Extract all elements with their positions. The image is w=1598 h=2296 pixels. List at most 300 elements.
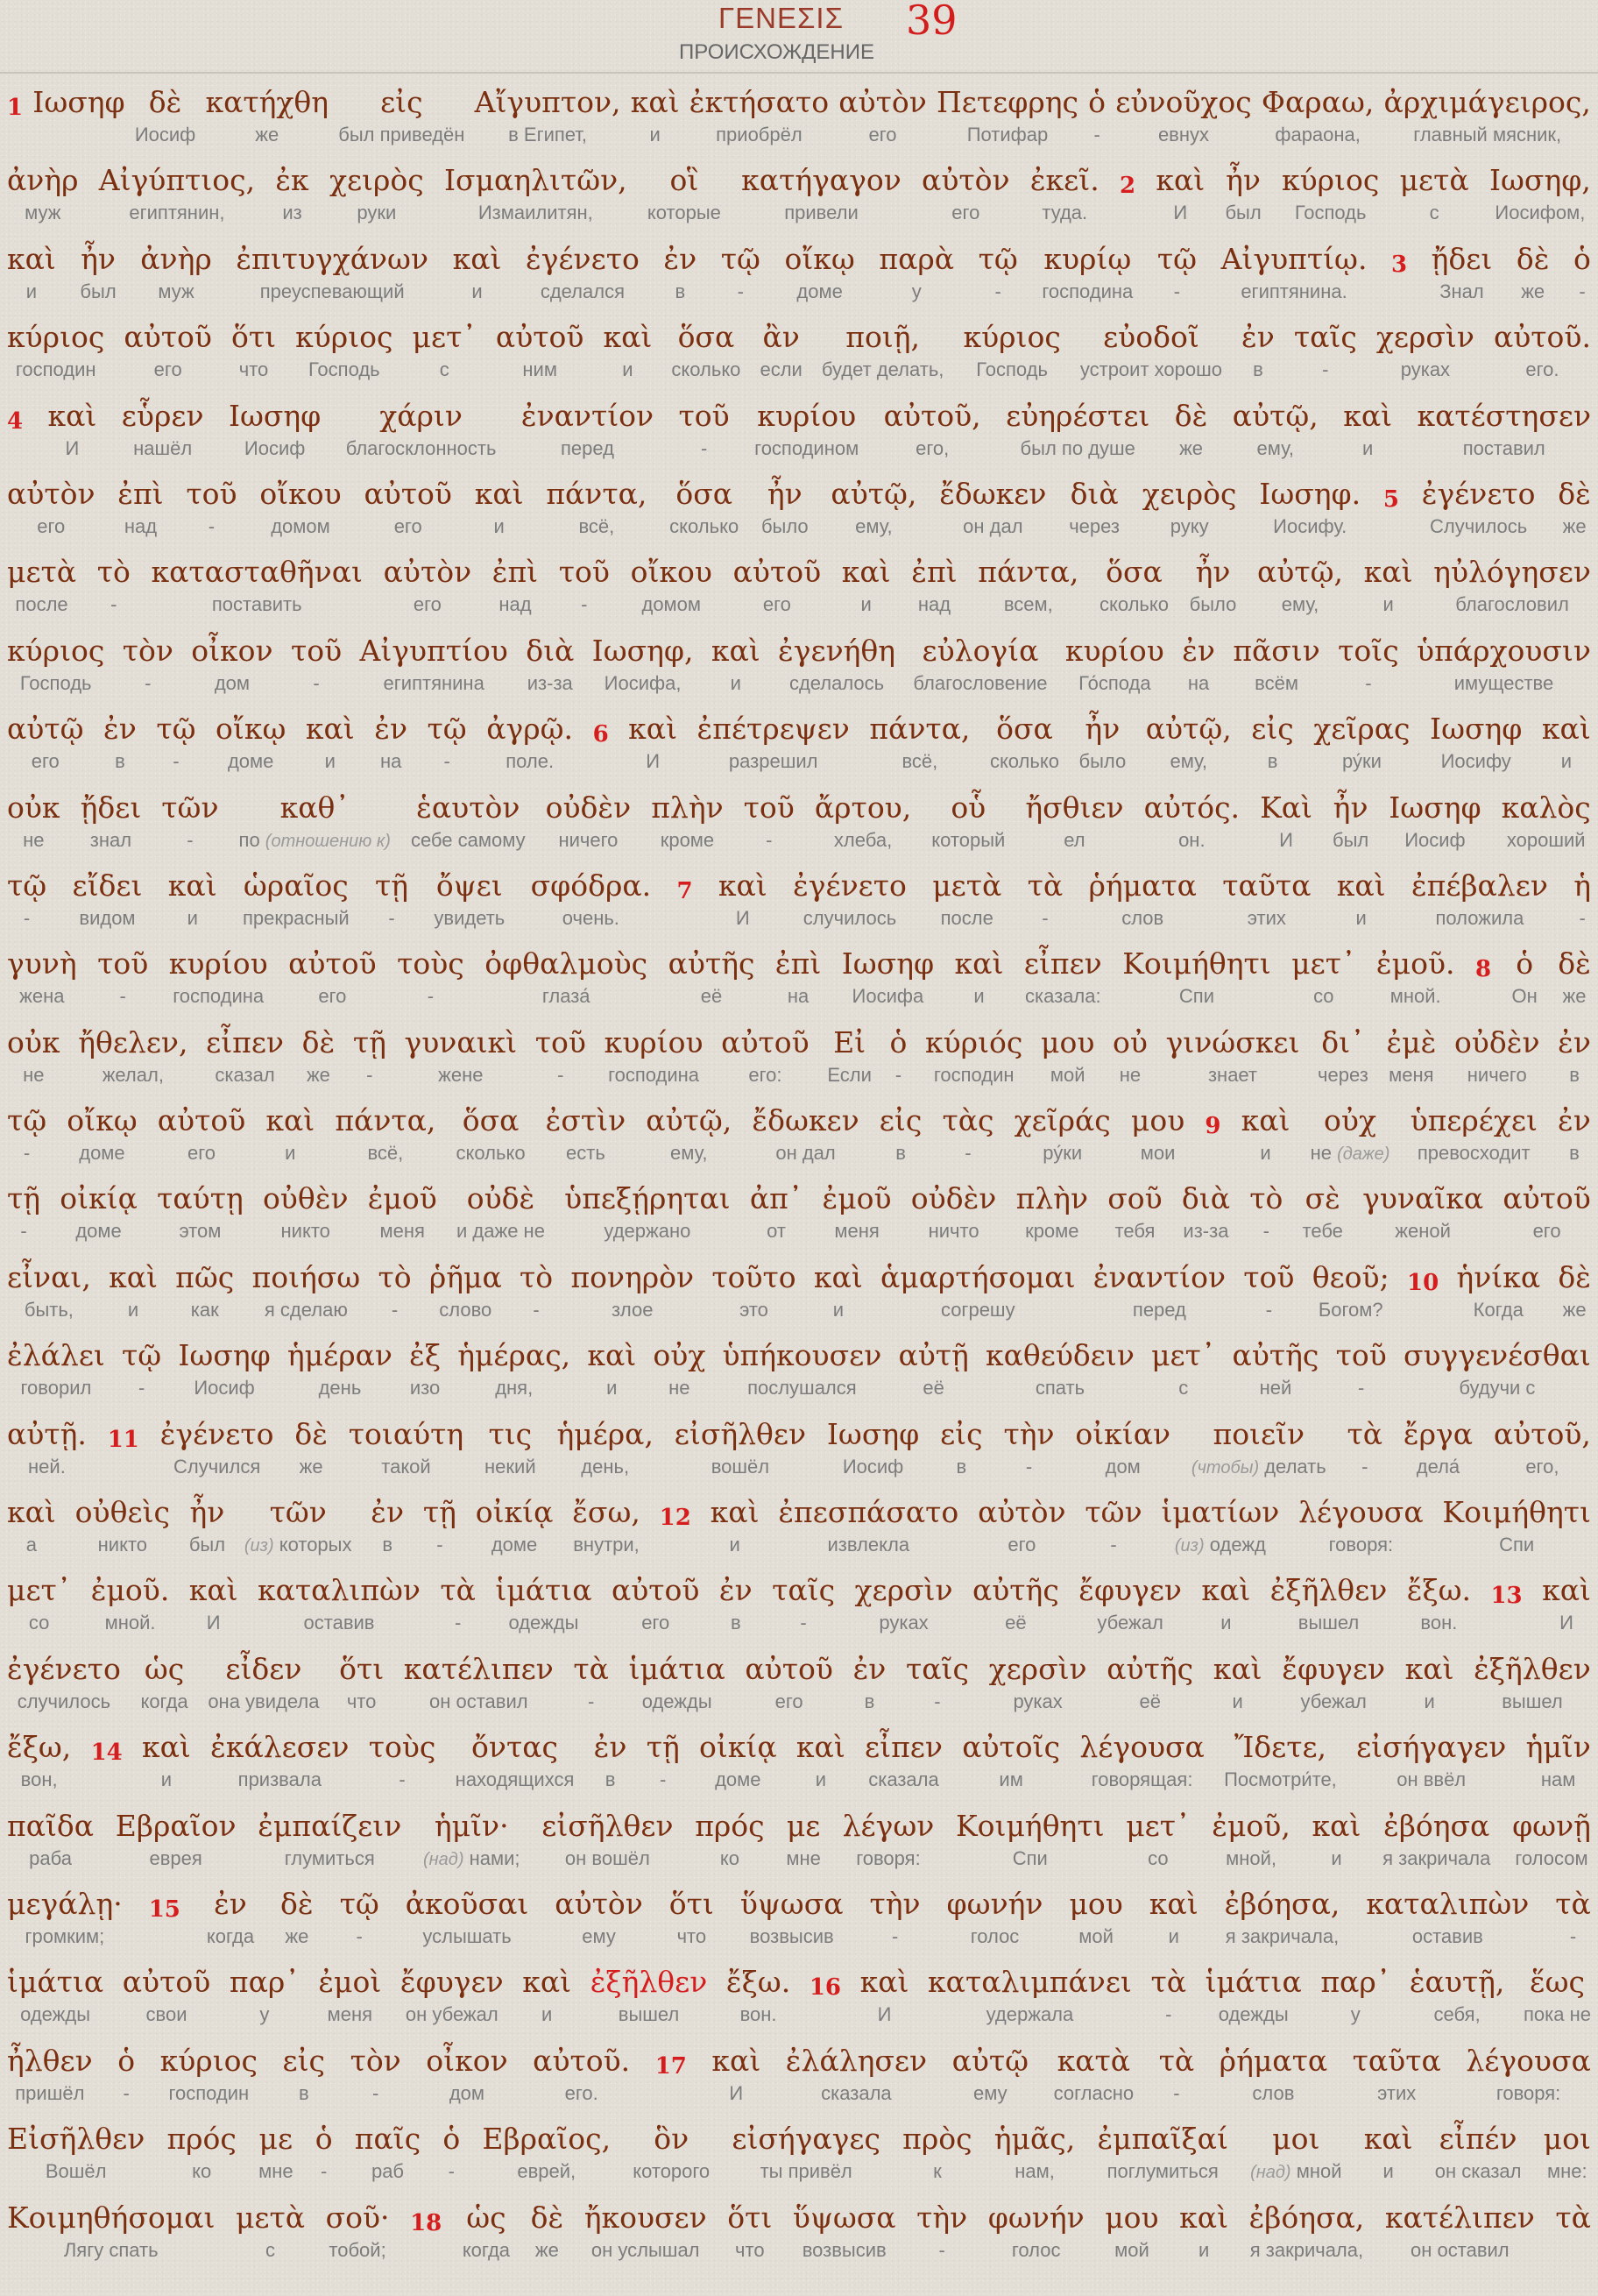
greek-word[interactable]: πᾶσιν bbox=[1233, 633, 1320, 668]
greek-word[interactable]: τῶν bbox=[269, 1495, 327, 1530]
greek-word[interactable]: καὶ bbox=[841, 555, 891, 590]
greek-word[interactable]: Κοιμηθήσομαι bbox=[7, 2200, 216, 2235]
greek-word[interactable]: ὅτι bbox=[231, 320, 277, 355]
greek-word[interactable]: ἀκοῦσαι bbox=[405, 1886, 529, 1921]
greek-word[interactable]: ὄντας bbox=[471, 1730, 558, 1765]
greek-word[interactable]: ταῖς bbox=[1293, 320, 1357, 355]
greek-word[interactable]: Αἰγύπτιος, bbox=[98, 163, 256, 198]
greek-word[interactable]: ἐλάλει bbox=[7, 1338, 105, 1373]
greek-word[interactable]: καὶ bbox=[1404, 1651, 1454, 1686]
greek-word[interactable]: καὶ bbox=[1343, 398, 1393, 433]
greek-word[interactable]: ἐλάλησεν bbox=[785, 2043, 928, 2078]
greek-word[interactable]: τοῦ bbox=[1335, 1338, 1387, 1373]
greek-word[interactable]: μου bbox=[1069, 1886, 1123, 1921]
greek-word[interactable]: ταῦτα bbox=[1222, 868, 1312, 903]
greek-word[interactable]: εἰς bbox=[879, 1103, 923, 1138]
greek-word[interactable]: καὶ bbox=[474, 476, 524, 511]
greek-word[interactable]: οἴκῳ bbox=[67, 1103, 138, 1138]
greek-word[interactable]: οὐδὲ bbox=[466, 1181, 535, 1216]
greek-word[interactable]: ὅσα bbox=[996, 712, 1053, 747]
greek-word[interactable]: ἐπὶ bbox=[117, 476, 164, 511]
greek-word[interactable]: ἀνὴρ bbox=[140, 241, 212, 276]
greek-word[interactable]: ἐστὶν bbox=[545, 1103, 626, 1138]
greek-word[interactable]: κύριος bbox=[295, 320, 393, 355]
greek-word[interactable]: ἤσθιεν bbox=[1025, 790, 1124, 825]
greek-word[interactable]: ἐμοὶ bbox=[318, 1965, 382, 2000]
greek-word[interactable]: ὅσα bbox=[677, 320, 735, 355]
greek-word[interactable]: εἰς bbox=[1251, 712, 1294, 747]
greek-word[interactable]: ἐμοῦ. bbox=[1375, 946, 1455, 981]
greek-word[interactable]: οὗ bbox=[951, 790, 986, 825]
greek-word[interactable]: τῇ bbox=[646, 1730, 680, 1765]
greek-word[interactable]: οἴκου bbox=[630, 555, 712, 590]
greek-word[interactable]: πάντα, bbox=[546, 476, 647, 511]
greek-word[interactable]: ἐν bbox=[593, 1730, 627, 1765]
greek-word[interactable]: ἦν bbox=[767, 476, 803, 511]
greek-word[interactable]: ὑπήκουσεν bbox=[722, 1338, 882, 1373]
greek-word[interactable]: καθεύδειν bbox=[985, 1338, 1135, 1373]
greek-word[interactable]: ὅτι bbox=[668, 1886, 714, 1921]
greek-word[interactable]: ἐν bbox=[103, 712, 137, 747]
greek-word[interactable]: οὐθὲν bbox=[262, 1181, 349, 1216]
greek-word[interactable]: ἐγένετο bbox=[526, 241, 640, 276]
greek-word[interactable]: ὅσα bbox=[675, 476, 733, 511]
greek-word[interactable]: τις bbox=[488, 1416, 533, 1451]
greek-word[interactable]: εἰς bbox=[282, 2043, 326, 2078]
greek-word[interactable]: ὅτι bbox=[339, 1651, 385, 1686]
greek-word[interactable]: Ιωσηφ bbox=[826, 1416, 920, 1451]
greek-word[interactable]: ἐν bbox=[371, 1495, 405, 1530]
greek-word[interactable]: κυρίου bbox=[604, 1024, 704, 1059]
greek-word[interactable]: αὐτοῖς bbox=[962, 1730, 1061, 1765]
greek-word[interactable]: ἔδωκεν bbox=[752, 1103, 859, 1138]
greek-word[interactable]: αὐτός. bbox=[1143, 790, 1241, 825]
greek-word[interactable]: ἐπὶ bbox=[491, 555, 539, 590]
greek-word[interactable]: λέγουσα bbox=[1298, 1495, 1424, 1530]
greek-word[interactable]: Καὶ bbox=[1260, 790, 1312, 825]
greek-word[interactable]: ἦν bbox=[1195, 555, 1231, 590]
greek-word[interactable]: δὲ bbox=[1558, 476, 1591, 511]
greek-word[interactable]: μετὰ bbox=[1399, 163, 1469, 198]
greek-word[interactable]: ποιεῖν bbox=[1213, 1416, 1305, 1451]
greek-word[interactable]: διὰ bbox=[1181, 1181, 1230, 1216]
greek-word[interactable]: Ιωσηφ bbox=[1430, 712, 1523, 747]
greek-word[interactable]: μετὰ bbox=[7, 555, 77, 590]
greek-word[interactable]: ἤκουσεν bbox=[583, 2200, 707, 2235]
greek-word[interactable]: γινώσκει bbox=[1165, 1024, 1300, 1059]
greek-word[interactable]: οὐκ bbox=[7, 1024, 60, 1059]
greek-word[interactable]: ὅσα bbox=[1106, 555, 1163, 590]
greek-word[interactable]: οὐχ bbox=[653, 1338, 706, 1373]
greek-word[interactable]: ἐξ bbox=[409, 1338, 442, 1373]
greek-word[interactable]: τὴν bbox=[916, 2200, 968, 2235]
greek-word[interactable]: χερσὶν bbox=[854, 1573, 953, 1608]
greek-word[interactable]: ἐγένετο bbox=[1421, 476, 1536, 511]
greek-word[interactable]: Ιωσηφ, bbox=[591, 633, 694, 668]
greek-word[interactable]: πλὴν bbox=[651, 790, 724, 825]
greek-word[interactable]: καὶ bbox=[711, 2043, 761, 2078]
greek-word[interactable]: γυναικὶ bbox=[404, 1024, 518, 1059]
greek-word[interactable]: αὐτὸν bbox=[555, 1886, 643, 1921]
greek-word[interactable]: ὁ bbox=[1516, 946, 1534, 981]
greek-word[interactable]: ὡς bbox=[466, 2200, 506, 2235]
greek-word[interactable]: ὀφθαλμοὺς bbox=[484, 946, 648, 981]
greek-word[interactable]: παῖδα bbox=[7, 1808, 95, 1843]
greek-word[interactable]: τὸ bbox=[96, 555, 131, 590]
greek-word[interactable]: δὲ bbox=[1558, 1259, 1591, 1294]
greek-word[interactable]: ἐγένετο bbox=[159, 1416, 274, 1451]
greek-word[interactable]: τὰ bbox=[440, 1573, 476, 1608]
greek-word[interactable]: εἶπεν bbox=[1023, 946, 1102, 981]
greek-word[interactable]: ἐναντίον bbox=[1092, 1259, 1227, 1294]
greek-word[interactable]: αὐτοῦ bbox=[1503, 1181, 1591, 1216]
greek-word[interactable]: λέγουσα bbox=[1466, 2043, 1591, 2078]
greek-word[interactable]: ἐν bbox=[852, 1651, 887, 1686]
greek-word[interactable]: ἡμῖν bbox=[1525, 1730, 1591, 1765]
greek-word[interactable]: τοῦ bbox=[1243, 1259, 1295, 1294]
greek-word[interactable]: ἔργα bbox=[1403, 1416, 1474, 1451]
greek-word[interactable]: καὶ bbox=[7, 241, 56, 276]
greek-word[interactable]: μου bbox=[1041, 1024, 1095, 1059]
greek-word[interactable]: ὄψει bbox=[435, 868, 503, 903]
greek-word[interactable]: εὐηρέστει bbox=[1006, 398, 1150, 433]
greek-word[interactable]: καὶ bbox=[167, 868, 217, 903]
greek-word[interactable]: ἐξῆλθεν bbox=[590, 1965, 708, 2000]
greek-word[interactable]: καὶ bbox=[1312, 1808, 1361, 1843]
greek-word[interactable]: τὴν bbox=[869, 1886, 921, 1921]
greek-word[interactable]: καὶ bbox=[1336, 868, 1386, 903]
greek-word[interactable]: αὐτοῦ bbox=[732, 555, 822, 590]
greek-word[interactable]: δὲ bbox=[294, 1416, 328, 1451]
greek-word[interactable]: παρὰ bbox=[879, 241, 955, 276]
greek-word[interactable]: ὁ bbox=[315, 2122, 333, 2157]
greek-word[interactable]: ἐν bbox=[1558, 1103, 1591, 1138]
greek-word[interactable]: ἀπ᾽ bbox=[749, 1181, 803, 1216]
greek-word[interactable]: καὶ bbox=[452, 241, 502, 276]
greek-word[interactable]: ὕψωσα bbox=[792, 2200, 896, 2235]
greek-word[interactable]: ἤθελεν, bbox=[78, 1024, 188, 1059]
greek-word[interactable]: οἴκῳ bbox=[784, 241, 855, 276]
greek-word[interactable]: τῷ bbox=[1156, 241, 1198, 276]
greek-word[interactable]: τῶν bbox=[161, 790, 219, 825]
greek-word[interactable]: τῇ bbox=[375, 868, 409, 903]
greek-word[interactable]: αὐτοῦ bbox=[721, 1024, 810, 1059]
greek-word[interactable]: χερσὶν bbox=[988, 1651, 1087, 1686]
greek-word[interactable]: μεγάλῃ· bbox=[7, 1886, 123, 1921]
greek-word[interactable]: Κοιμήθητι bbox=[1442, 1495, 1591, 1530]
greek-word[interactable]: ἐγενήθη bbox=[778, 633, 896, 668]
greek-word[interactable]: τὸν bbox=[350, 2043, 401, 2078]
greek-word[interactable]: τὰς bbox=[942, 1103, 994, 1138]
greek-word[interactable]: ἦν bbox=[1226, 163, 1261, 198]
greek-word[interactable]: καὶ bbox=[1201, 1573, 1251, 1608]
greek-word[interactable]: ἐκτήσατο bbox=[689, 85, 830, 119]
greek-word[interactable]: ἔξω. bbox=[725, 1965, 791, 2000]
greek-word[interactable]: ἱματίων bbox=[1161, 1495, 1280, 1530]
greek-word[interactable]: ἡ bbox=[1573, 868, 1591, 903]
greek-word[interactable]: διὰ bbox=[1070, 476, 1119, 511]
greek-word[interactable]: ἑαυτῇ, bbox=[1409, 1965, 1505, 2000]
greek-word[interactable]: τοιαύτη bbox=[348, 1416, 464, 1451]
greek-word[interactable]: ἔξω, bbox=[7, 1730, 72, 1765]
greek-word[interactable]: σφόδρα. bbox=[530, 868, 652, 903]
greek-word[interactable]: τὸ bbox=[378, 1259, 412, 1294]
greek-word[interactable]: τῇ bbox=[7, 1181, 41, 1216]
greek-word[interactable]: ἔδωκεν bbox=[939, 476, 1047, 511]
greek-word[interactable]: καὶ bbox=[1149, 1886, 1198, 1921]
greek-word[interactable]: Ιωσηφ bbox=[228, 398, 322, 433]
greek-word[interactable]: ἔξω. bbox=[1406, 1573, 1472, 1608]
greek-word[interactable]: οὐδὲν bbox=[910, 1181, 997, 1216]
greek-word[interactable]: Ιωσηφ bbox=[32, 85, 125, 119]
greek-word[interactable]: πρός bbox=[695, 1808, 765, 1843]
greek-word[interactable]: ἡμέρας, bbox=[457, 1338, 571, 1373]
greek-word[interactable]: κατασταθῆναι bbox=[151, 555, 363, 590]
greek-word[interactable]: καὶ bbox=[305, 712, 355, 747]
greek-word[interactable]: καὶ bbox=[711, 633, 760, 668]
greek-word[interactable]: χεῖρας bbox=[1313, 712, 1411, 747]
greek-word[interactable]: αὐτῇ. bbox=[7, 1416, 87, 1451]
greek-word[interactable]: εἶδεν bbox=[225, 1651, 302, 1686]
greek-word[interactable]: με bbox=[258, 2122, 293, 2157]
greek-word[interactable]: τοῦ bbox=[678, 398, 730, 433]
greek-word[interactable]: καὶ bbox=[522, 1965, 572, 2000]
greek-word[interactable]: αὐτοῦ bbox=[611, 1573, 700, 1608]
greek-word[interactable]: κατέλιπεν bbox=[403, 1651, 554, 1686]
greek-word[interactable]: ὑπάρχουσιν bbox=[1417, 633, 1591, 668]
greek-word[interactable]: παρ᾽ bbox=[229, 1965, 300, 2000]
greek-word[interactable]: οἴκῳ bbox=[216, 712, 286, 747]
greek-word[interactable]: ἕως bbox=[1529, 1965, 1586, 2000]
greek-word[interactable]: εὐοδοῖ bbox=[1103, 320, 1199, 355]
greek-word[interactable]: εἰσῆλθεν bbox=[541, 1808, 674, 1843]
greek-word[interactable]: δὲ bbox=[530, 2200, 564, 2235]
greek-word[interactable]: ἔφυγεν bbox=[1078, 1573, 1182, 1608]
greek-word[interactable]: Ιωσηφ, bbox=[1488, 163, 1591, 198]
greek-word[interactable]: ὁ bbox=[442, 2122, 461, 2157]
greek-word[interactable]: καὶ bbox=[1541, 712, 1591, 747]
greek-word[interactable]: ἐμπαίζειν bbox=[258, 1808, 402, 1843]
greek-word[interactable]: ἐβόησα, bbox=[1248, 2200, 1365, 2235]
greek-word[interactable]: τὰ bbox=[1150, 1965, 1187, 2000]
greek-word[interactable]: κύριός bbox=[925, 1024, 1023, 1059]
greek-word[interactable]: καὶ bbox=[1179, 2200, 1229, 2235]
greek-word[interactable]: ἐμπαῖξαί bbox=[1097, 2122, 1228, 2157]
greek-word[interactable]: οἴκου bbox=[259, 476, 342, 511]
greek-word[interactable]: αὐτῆς bbox=[972, 1573, 1059, 1608]
greek-word[interactable]: μετ᾽ bbox=[412, 320, 477, 355]
greek-word[interactable]: ὁ bbox=[889, 1024, 908, 1059]
greek-word[interactable]: αὐτοῦ bbox=[124, 320, 212, 355]
greek-word[interactable]: χειρὸς bbox=[329, 163, 424, 198]
greek-word[interactable]: Αἰγυπτίου bbox=[359, 633, 508, 668]
greek-word[interactable]: τὰ bbox=[573, 1651, 609, 1686]
greek-word[interactable]: αὐτὸν bbox=[383, 555, 472, 590]
greek-word[interactable]: καὶ bbox=[718, 868, 767, 903]
greek-word[interactable]: σοῦ· bbox=[325, 2200, 390, 2235]
greek-word[interactable]: ἐπεσπάσατο bbox=[778, 1495, 959, 1530]
greek-word[interactable]: ἐπέτρεψεν bbox=[696, 712, 850, 747]
greek-word[interactable]: δὲ bbox=[280, 1886, 314, 1921]
greek-word[interactable]: καταλιπὼν bbox=[1366, 1886, 1530, 1921]
greek-word[interactable]: μου bbox=[1105, 2200, 1159, 2235]
greek-word[interactable]: μοι bbox=[1543, 2122, 1591, 2157]
greek-word[interactable]: ἐμὲ bbox=[1386, 1024, 1437, 1059]
greek-word[interactable]: οἰκίαν bbox=[1075, 1416, 1171, 1451]
greek-word[interactable]: ποιήσω bbox=[251, 1259, 361, 1294]
greek-word[interactable]: συγγενέσθαι bbox=[1403, 1338, 1591, 1373]
greek-word[interactable]: ἄρτου, bbox=[814, 790, 912, 825]
greek-word[interactable]: ἀνὴρ bbox=[7, 163, 79, 198]
greek-word[interactable]: ῥήματα bbox=[1088, 868, 1197, 903]
greek-word[interactable]: ἐν bbox=[374, 712, 408, 747]
greek-word[interactable]: φωνήν bbox=[987, 2200, 1085, 2235]
greek-word[interactable]: ἐν bbox=[1558, 1024, 1591, 1059]
greek-word[interactable]: οὐ bbox=[1113, 1024, 1148, 1059]
greek-word[interactable]: εἴδει bbox=[72, 868, 143, 903]
greek-word[interactable]: καὶ bbox=[1213, 1651, 1262, 1686]
greek-word[interactable]: αὐτῷ, bbox=[1257, 555, 1344, 590]
greek-word[interactable]: αὐτῆς bbox=[1232, 1338, 1319, 1373]
greek-word[interactable]: εἶπέν bbox=[1439, 2122, 1517, 2157]
greek-word[interactable]: μετὰ bbox=[932, 868, 1002, 903]
greek-word[interactable]: ἦν bbox=[1085, 712, 1121, 747]
greek-word[interactable]: ὅτι bbox=[727, 2200, 773, 2235]
greek-word[interactable]: καὶ bbox=[1241, 1103, 1290, 1138]
greek-word[interactable]: τὸ bbox=[1249, 1181, 1283, 1216]
greek-word[interactable]: διὰ bbox=[526, 633, 575, 668]
greek-word[interactable]: εἶπεν bbox=[865, 1730, 943, 1765]
greek-word[interactable]: ἔσω, bbox=[572, 1495, 640, 1530]
greek-word[interactable]: οὐχ bbox=[1324, 1103, 1376, 1138]
greek-word[interactable]: χειρὸς bbox=[1142, 476, 1237, 511]
greek-word[interactable]: χεῖράς bbox=[1014, 1103, 1111, 1138]
greek-word[interactable]: ᾔδει bbox=[80, 790, 142, 825]
greek-word[interactable]: αὐτοῦ, bbox=[883, 398, 981, 433]
greek-word[interactable]: Αἴγυπτον, bbox=[474, 85, 621, 119]
greek-word[interactable]: αὐτῷ bbox=[7, 712, 84, 747]
greek-word[interactable]: αὐτῷ, bbox=[1232, 398, 1319, 433]
greek-word[interactable]: ἡμέραν bbox=[286, 1338, 392, 1373]
greek-word[interactable]: Ιωσηφ. bbox=[1259, 476, 1361, 511]
greek-word[interactable]: σοῦ bbox=[1107, 1181, 1163, 1216]
greek-word[interactable]: οἰκίᾳ bbox=[475, 1495, 554, 1530]
greek-word[interactable]: ἐπιτυγχάνων bbox=[236, 241, 429, 276]
greek-word[interactable]: κατήχθη bbox=[205, 85, 329, 119]
greek-word[interactable]: ἁμαρτήσομαι bbox=[880, 1259, 1076, 1294]
greek-word[interactable]: Εἰ bbox=[833, 1024, 866, 1059]
greek-word[interactable]: ἡμέρα, bbox=[556, 1416, 654, 1451]
greek-word[interactable]: καὶ bbox=[142, 1730, 191, 1765]
greek-word[interactable]: ὃν bbox=[654, 2122, 689, 2157]
greek-word[interactable]: αὐτοῦ. bbox=[1493, 320, 1591, 355]
greek-word[interactable]: καὶ bbox=[1363, 2122, 1413, 2157]
greek-word[interactable]: εἶπεν bbox=[206, 1024, 284, 1059]
greek-word[interactable]: με bbox=[786, 1808, 821, 1843]
greek-word[interactable]: τῷ bbox=[720, 241, 760, 276]
greek-word[interactable]: ἡμᾶς, bbox=[993, 2122, 1076, 2157]
greek-word[interactable]: ῥήματα bbox=[1219, 2043, 1328, 2078]
greek-word[interactable]: ἐμοῦ bbox=[367, 1181, 437, 1216]
greek-word[interactable]: τὴν bbox=[1003, 1416, 1055, 1451]
greek-word[interactable]: ἐπὶ bbox=[911, 555, 958, 590]
greek-word[interactable]: αὐτῷ, bbox=[1145, 712, 1232, 747]
greek-word[interactable]: δὲ bbox=[301, 1024, 336, 1059]
greek-word[interactable]: ὁ bbox=[1088, 85, 1107, 119]
greek-word[interactable]: πλὴν bbox=[1015, 1181, 1089, 1216]
greek-word[interactable]: τῷ bbox=[122, 1338, 162, 1373]
greek-word[interactable]: μετ᾽ bbox=[1151, 1338, 1216, 1373]
greek-word[interactable]: αὐτὸν bbox=[7, 476, 95, 511]
greek-word[interactable]: κατέστησεν bbox=[1417, 398, 1591, 433]
greek-word[interactable]: πῶς bbox=[175, 1259, 235, 1294]
greek-word[interactable]: αὐτοῦ bbox=[495, 320, 584, 355]
greek-word[interactable]: κύριος bbox=[7, 320, 105, 355]
greek-word[interactable]: ἑαυτὸν bbox=[416, 790, 520, 825]
greek-word[interactable]: ἦλθεν bbox=[7, 2043, 93, 2078]
greek-word[interactable]: καθ᾽ bbox=[279, 790, 350, 825]
greek-word[interactable]: καὶ bbox=[109, 1259, 158, 1294]
greek-word[interactable]: καταλιμπάνει bbox=[928, 1965, 1132, 2000]
greek-word[interactable]: οὐθεὶς bbox=[74, 1495, 170, 1530]
greek-word[interactable]: αὐτοῦ bbox=[745, 1651, 833, 1686]
greek-word[interactable]: σὲ bbox=[1305, 1181, 1340, 1216]
greek-word[interactable]: κύριος bbox=[1281, 163, 1380, 198]
greek-word[interactable]: τὰ bbox=[1158, 2043, 1195, 2078]
greek-word[interactable]: τῶν bbox=[1085, 1495, 1142, 1530]
greek-word[interactable]: κυρίου bbox=[168, 946, 268, 981]
greek-word[interactable]: ἱμάτια bbox=[1205, 1965, 1302, 2000]
greek-word[interactable]: κυρίου bbox=[1064, 633, 1164, 668]
greek-word[interactable]: τοῦ bbox=[97, 946, 149, 981]
greek-word[interactable]: ἐκ bbox=[275, 163, 309, 198]
greek-word[interactable]: μου bbox=[1130, 1103, 1185, 1138]
greek-word[interactable]: εἰσῆλθεν bbox=[674, 1416, 807, 1451]
greek-word[interactable]: ταῖς bbox=[905, 1651, 969, 1686]
greek-word[interactable]: καὶ bbox=[710, 1495, 760, 1530]
greek-word[interactable]: τοὺς bbox=[397, 946, 464, 981]
greek-word[interactable]: Εβραῖος, bbox=[482, 2122, 612, 2157]
greek-word[interactable]: μετὰ bbox=[235, 2200, 306, 2235]
greek-word[interactable]: οὐδὲν bbox=[1453, 1024, 1540, 1059]
greek-word[interactable]: αὐτοῦ. bbox=[533, 2043, 631, 2078]
greek-word[interactable]: καὶ bbox=[1363, 555, 1413, 590]
greek-word[interactable]: καὶ bbox=[630, 85, 680, 119]
greek-word[interactable]: Ιωσηφ bbox=[178, 1338, 271, 1373]
greek-word[interactable]: αὐτοῦ, bbox=[1493, 1416, 1591, 1451]
greek-word[interactable]: Ισμαηλιτῶν, bbox=[444, 163, 627, 198]
greek-word[interactable]: ἐγένετο bbox=[793, 868, 907, 903]
greek-word[interactable]: οἳ bbox=[669, 163, 699, 198]
greek-word[interactable]: ποιῇ, bbox=[845, 320, 921, 355]
greek-word[interactable]: παρ᾽ bbox=[1320, 1965, 1391, 2000]
greek-word[interactable]: τὸν bbox=[122, 633, 173, 668]
greek-word[interactable]: ἐμοῦ. bbox=[90, 1573, 170, 1608]
greek-word[interactable]: εὐλογία bbox=[922, 633, 1039, 668]
greek-word[interactable]: τῷ bbox=[339, 1886, 379, 1921]
greek-word[interactable]: ἐπὶ bbox=[774, 946, 822, 981]
greek-word[interactable]: τὰ bbox=[1555, 1886, 1591, 1921]
greek-word[interactable]: τοῦ bbox=[290, 633, 343, 668]
greek-word[interactable]: ὑπεξῄρηται bbox=[564, 1181, 731, 1216]
greek-word[interactable]: καὶ bbox=[954, 946, 1004, 981]
greek-word[interactable]: γυνὴ bbox=[7, 946, 77, 981]
greek-word[interactable]: ἡνίκα bbox=[1456, 1259, 1541, 1294]
greek-word[interactable]: καὶ bbox=[813, 1259, 863, 1294]
greek-word[interactable]: τὸ bbox=[520, 1259, 554, 1294]
greek-word[interactable]: Ιωσηφ bbox=[841, 946, 935, 981]
greek-word[interactable]: ἦν bbox=[189, 1495, 225, 1530]
